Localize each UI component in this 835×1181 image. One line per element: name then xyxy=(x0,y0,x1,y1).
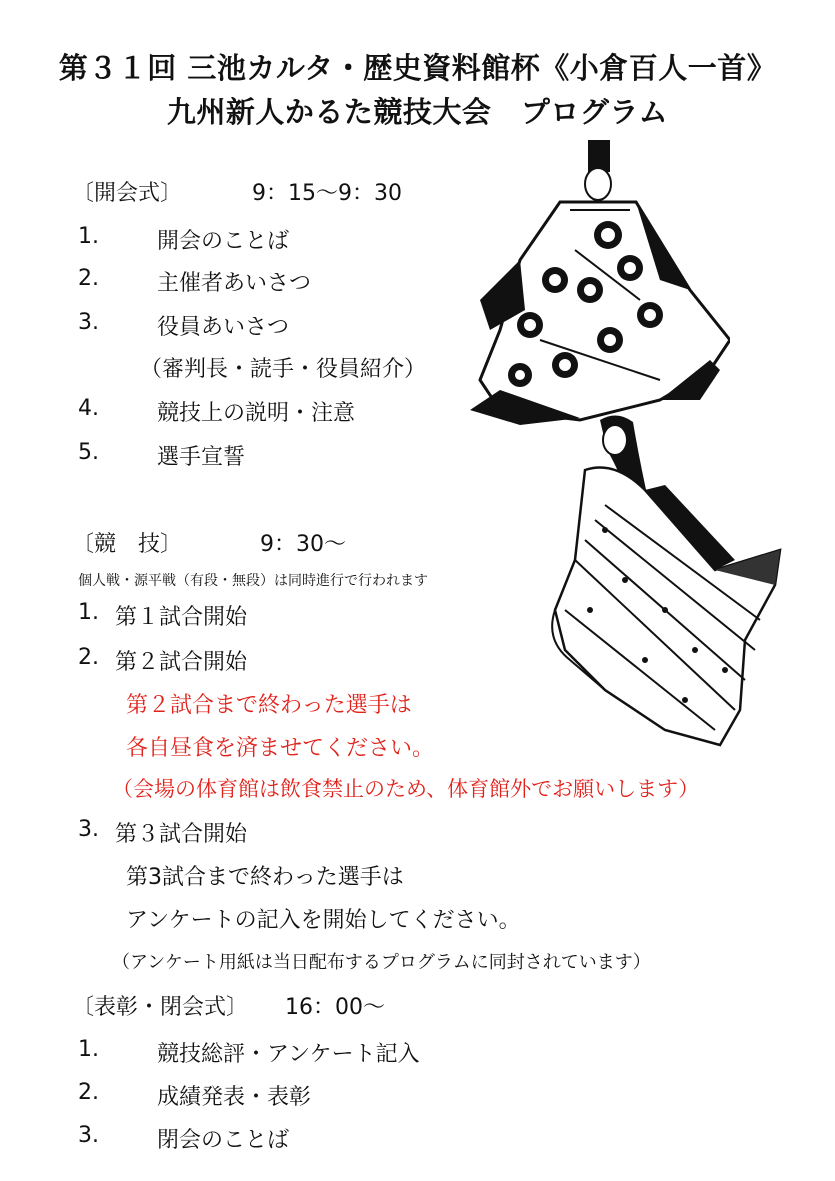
competition-item-2-number: 2. xyxy=(78,645,99,670)
opening-item-5-text: 選手宣誓 xyxy=(157,445,246,470)
closing-item-1-number: 1. xyxy=(78,1037,99,1062)
opening-header: 〔開会式〕 xyxy=(72,181,183,206)
court-lady-figure-icon xyxy=(545,410,785,750)
opening-item-1-text: 開会のことば xyxy=(157,229,290,254)
opening-item-2-number: 2. xyxy=(78,266,99,291)
competition-item-3-number: 3. xyxy=(78,817,99,842)
survey-notice-line-1: 第3試合まで終わった選手は xyxy=(126,865,404,890)
competition-item-2-text: 第２試合開始 xyxy=(115,650,248,675)
opening-item-3-number: 3. xyxy=(78,310,99,335)
lunch-notice-line-3: （会場の体育館は飲食禁止のため、体育館外でお願いします） xyxy=(112,777,700,801)
opening-time: 9：15～9：30 xyxy=(252,181,402,206)
competition-item-1-text: 第１試合開始 xyxy=(115,605,248,630)
survey-note: （アンケート用紙は当日配布するプログラムに同封されています） xyxy=(112,952,651,973)
closing-item-2-text: 成績発表・表彰 xyxy=(157,1085,312,1110)
competition-note: 個人戦・源平戦（有段・無段）は同時進行で行われます xyxy=(78,573,428,589)
lunch-notice-line-1: 第２試合まで終わった選手は xyxy=(126,693,412,718)
opening-item-1-number: 1. xyxy=(78,224,99,249)
closing-item-1-text: 競技総評・アンケート記入 xyxy=(157,1042,420,1067)
page-title: 第３１回 三池カルタ・歴史資料館杯《小倉百人一首》 xyxy=(58,51,777,85)
opening-item-4-text: 競技上の説明・注意 xyxy=(157,401,356,426)
opening-item-3-text: 役員あいさつ xyxy=(157,315,290,340)
page-subtitle: 九州新人かるた競技大会 プログラム xyxy=(166,95,669,129)
closing-item-2-number: 2. xyxy=(78,1080,99,1105)
competition-item-3-text: 第３試合開始 xyxy=(115,822,248,847)
opening-item-4-number: 4. xyxy=(78,396,99,421)
closing-time: 16：00～ xyxy=(285,995,385,1020)
survey-notice-line-2: アンケートの記入を開始してください。 xyxy=(126,908,521,933)
opening-item-2-text: 主催者あいさつ xyxy=(157,271,312,296)
competition-header: 〔競 技〕 xyxy=(72,532,183,557)
opening-item-3-detail: （審判長・読手・役員紹介） xyxy=(140,357,427,382)
competition-time: 9：30～ xyxy=(260,532,346,557)
nobleman-figure-icon xyxy=(460,140,730,430)
competition-item-1-number: 1. xyxy=(78,600,99,625)
closing-header: 〔表彰・閉会式〕 xyxy=(72,995,249,1020)
opening-item-5-number: 5. xyxy=(78,440,99,465)
closing-item-3-number: 3. xyxy=(78,1123,99,1148)
closing-item-3-text: 閉会のことば xyxy=(157,1128,290,1153)
lunch-notice-line-2: 各自昼食を済ませてください。 xyxy=(126,736,435,761)
